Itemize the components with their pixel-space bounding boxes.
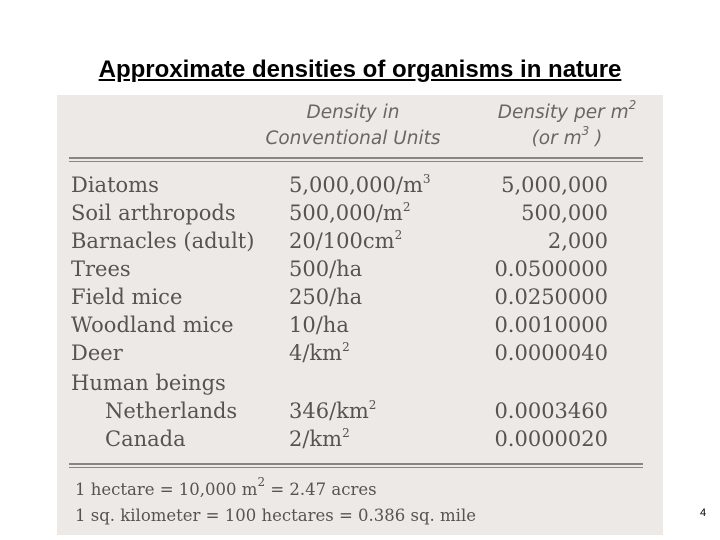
footnote-hectare-acres: = 2.47 acres xyxy=(265,480,377,499)
organism-name: Barnacles (adult) xyxy=(71,229,255,253)
conv-value: 2/km xyxy=(289,427,343,451)
density-per-m2: 0.0000020 xyxy=(494,427,608,451)
density-per-m2: 5,000,000 xyxy=(501,173,608,197)
footer-rule-thin xyxy=(69,467,643,468)
header-per-sup-2: 3 xyxy=(581,124,590,138)
conv-value: 4/km xyxy=(289,341,343,365)
header-per-sup-1: 2 xyxy=(628,98,637,112)
conv-value: 10/ha xyxy=(289,313,349,337)
table-row xyxy=(57,311,663,339)
organism-name: Canada xyxy=(105,427,186,451)
header-per-line-2: (or m xyxy=(531,128,582,149)
footnote-sq-km-text: 1 sq. kilometer = 100 hectares = 0.386 sq. mile xyxy=(75,506,476,525)
organism-name: Human beings xyxy=(71,371,226,395)
organism-name: Field mice xyxy=(71,285,183,309)
header-conventional-units xyxy=(263,100,443,152)
conventional-density xyxy=(289,199,410,227)
footer-rule xyxy=(69,463,643,465)
header-per-close: ) xyxy=(589,128,603,149)
table-row xyxy=(57,171,663,199)
conventional-density xyxy=(289,255,362,283)
footnote-hectare xyxy=(75,475,377,501)
conv-unit-exponent: 2 xyxy=(402,200,411,214)
density-per-m2: 0.0010000 xyxy=(494,313,608,337)
organism-name: Deer xyxy=(71,341,123,365)
conventional-density xyxy=(289,311,349,339)
conv-value: 500,000/m xyxy=(289,201,403,225)
conventional-density xyxy=(289,397,376,425)
conventional-density xyxy=(289,227,402,255)
conv-unit-exponent: 2 xyxy=(368,398,377,412)
density-per-m2: 0.0003460 xyxy=(494,399,608,423)
header-rule-thin xyxy=(69,161,643,162)
table-row xyxy=(57,369,663,397)
organism-name: Trees xyxy=(71,257,131,281)
organism-name: Netherlands xyxy=(105,399,238,423)
organism-name: Diatoms xyxy=(71,173,159,197)
density-per-m2: 0.0000040 xyxy=(494,341,608,365)
density-per-m2: 2,000 xyxy=(547,229,608,253)
table-row xyxy=(57,339,663,367)
table-row xyxy=(57,255,663,283)
table-row xyxy=(57,283,663,311)
header-rule xyxy=(69,157,643,159)
conventional-density xyxy=(289,339,350,367)
page-number: 4 xyxy=(700,507,707,519)
density-per-m2: 0.0250000 xyxy=(494,285,608,309)
header-density-per-m2 xyxy=(487,100,647,152)
table-row xyxy=(57,397,663,425)
conv-unit-exponent: 2 xyxy=(394,228,403,242)
footnote-hectare-exponent: 2 xyxy=(257,475,266,489)
conv-value: 5,000,000/m xyxy=(289,173,423,197)
footnote-sq-km xyxy=(75,505,476,527)
table-row xyxy=(57,199,663,227)
conventional-density xyxy=(289,283,362,311)
footnote-hectare-text: 1 hectare = 10,000 m xyxy=(75,480,258,499)
header-conventional-line-2: Conventional Units xyxy=(265,128,441,149)
conv-value: 500/ha xyxy=(289,257,363,281)
organism-name: Woodland mice xyxy=(71,313,234,337)
conventional-density xyxy=(289,171,431,199)
header-per-line-1: Density per m xyxy=(497,102,629,123)
slide-title: Approximate densities of organisms in nature xyxy=(98,56,622,83)
density-per-m2: 500,000 xyxy=(521,201,608,225)
conv-unit-exponent: 3 xyxy=(422,172,431,186)
density-table xyxy=(57,95,663,535)
header-conventional-line-1: Density in xyxy=(306,102,400,123)
organism-name: Soil arthropods xyxy=(71,201,236,225)
conv-unit-exponent: 2 xyxy=(342,340,350,354)
table-row xyxy=(57,227,663,255)
conventional-density xyxy=(289,425,350,453)
conv-unit-exponent: 2 xyxy=(342,426,350,440)
conv-value: 20/100cm xyxy=(289,229,395,253)
table-row xyxy=(57,425,663,453)
conv-value: 346/km xyxy=(289,399,369,423)
density-per-m2: 0.0500000 xyxy=(494,257,608,281)
conv-value: 250/ha xyxy=(289,285,363,309)
